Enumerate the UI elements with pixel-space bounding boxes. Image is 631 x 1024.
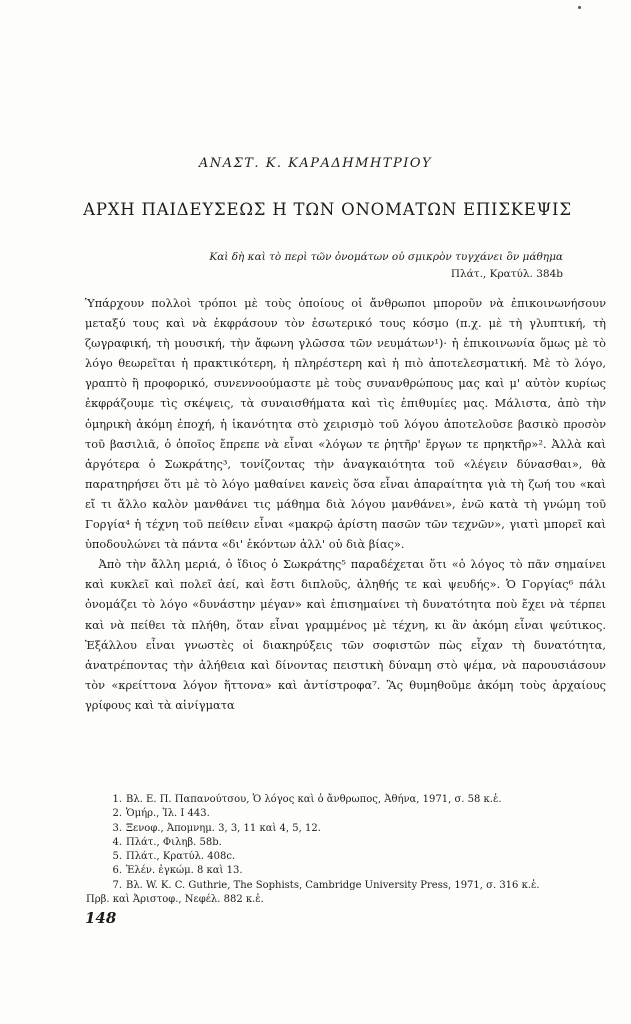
epigraph — [209, 249, 563, 283]
footnote — [108, 807, 608, 821]
footnote-continuation — [86, 893, 608, 907]
footnote-text: Ὁμήρ., Ἰλ. Ι 443. — [126, 808, 210, 820]
footnote — [108, 793, 608, 807]
article-body — [85, 293, 606, 715]
footnote-number: 7. — [112, 879, 122, 891]
footnote — [108, 864, 608, 878]
footnote-text: Ξενοφ., Ἀπομνημ. 3, 3, 11 καὶ 4, 5, 12. — [126, 822, 321, 834]
footnote-text: Πλάτ., Κρατύλ. 408c. — [126, 851, 236, 863]
footnote-number: 4. — [112, 836, 122, 848]
footnote — [108, 836, 608, 850]
article-title: ΑΡΧΗ ΠΑΙΔΕΥΣΕΩΣ Η ΤΩΝ ΟΝΟΜΑΤΩΝ ΕΠΙΣΚΕΨΙΣ — [83, 200, 572, 219]
footnote-text: Βλ. Ε. Π. Παπανούτσου, Ὁ λόγος καὶ ὁ ἄνθρωπος, Ἀθήνα, 1971, σ. 58 κ.ἑ. — [126, 794, 502, 805]
body-paragraph: Ἀπὸ τὴν ἄλλη μεριά, ὁ ἴδιος ὁ Σωκράτης⁵ παραδέχεται ὅτι «ὁ λόγος τὸ πᾶν σημαίνει καὶ κυκλεῖ καὶ πολεῖ ἀεί, καὶ ἔστι διπλοῦς, ἀληθής τε καὶ ψευδής». Ὁ Γοργίας⁶ πάλι ὀνομάζει τὸ λόγο «δυνάστην μέγαν» καὶ ἐπισημαίνει τὴ δυνατότητα ποὺ ἔχει νὰ τέρπει καὶ νὰ πείθει τὰ πλήθη, ὅταν εἶναι γραμμένος μὲ τέχνη, κι ἂν ἀκόμη εἶναι ψεύτικος. Ἐξάλλου εἶναι γνωστὲς οἱ διακηρύξεις τῶν σοφιστῶν πὼς εἶχαν τὴ δυνατότητα, ἀνατρέποντας τὴν ἀλήθεια καὶ δίνοντας πειστικὴ δύναμη στὸ ψέμα, νὰ παρουσιάσουν τὸν «κρείττονα λόγον ἥττονα» καὶ ἀντίστροφα⁷. Ἂς θυμηθοῦμε ἀκόμη τοὺς ἀρχαίους γρίφους καὶ τὰ αἰνίγματα — [85, 557, 606, 712]
footnote-number: 1. — [112, 794, 122, 805]
footnote — [108, 879, 608, 893]
footnote — [108, 850, 608, 864]
footnote-text: Βλ. W. K. C. Guthrie, The Sophists, Cambridge University Press, 1971, σ. 316 κ.ἑ. — [126, 879, 540, 891]
epigraph-source: Πλάτ., Κρατύλ. 384b — [450, 268, 563, 280]
body-paragraph: Ὑπάρχουν πολλοὶ τρόποι μὲ τοὺς ὁποίους οἱ ἄνθρωποι μποροῦν νὰ ἐπικοινωνήσουν μεταξύ τους καὶ νὰ ἐκφράσουν τὸν ἐσωτερικό τους κόσμο (π.χ. μὲ τὴ γλυπτική, τὴ ζωγραφική, τὴ μουσική, τὴν ἄφωνη γλῶσσα τῶν νευμάτων¹)· ἡ ἐπικοινωνία ὅμως μὲ τὸ λόγο θεωρεῖται ἡ πρακτικότερη, ἡ πληρέστερη καὶ ἡ πιὸ ἀποτελεσματική. Μὲ τὸ λόγο, γραπτὸ ἢ προφορικό, συνεννοούμαστε μὲ τοὺς συνανθρώπους μας καὶ μ' αὐτὸν κυρίως ἐκφράζουμε τὶς σκέψεις, τὰ συναισθήματα καὶ τὶς ἐπιθυμίες μας. Μάλιστα, ἀπὸ τὴν ὁμηρικὴ ἀκόμη ἐποχή, ἡ ἱκανότητα στὸ χειρισμὸ τοῦ λόγου ἀποτελοῦσε βασικὸ προσὸν τοῦ βασιλιᾶ, ὁ ὁποῖος ἔπρεπε νὰ εἶναι «λόγων τε ῥητῆρ' ἔργων τε πρηκτῆρ»². Ἀλλὰ καὶ ἀργότερα ὁ Σωκράτης³, τονίζοντας τὴν ἀναγκαιότητα τοῦ «λέγειν δύνασθαι», θὰ παρατηρήσει ὅτι μὲ τὸ λόγο μαθαίνει κανεὶς ὅσα εἶναι ἀπαραίτητα γιὰ τὴ ζωή του «καὶ εἴ τι ἄλλο καλὸν μανθάνει τις μάθημα διὰ λόγου μανθάνει», ἐνῶ κατὰ τὴ γνώμη τοῦ Γοργία⁴ ἡ τέχνη τοῦ πείθειν εἶναι «μακρῷ ἀρίστη πασῶν τῶν τεχνῶν», γιατὶ μπορεῖ καὶ ὑποδουλώνει τὰ πάντα «δι' ἑκόντων ἀλλ' οὐ διὰ βίας». — [85, 296, 606, 552]
footnote-text: Ἑλέν. ἐγκώμ. 8 καὶ 13. — [126, 865, 243, 877]
footnote-text: Πρβ. καὶ Ἀριστοφ., Νεφέλ. 882 κ.ἑ. — [86, 894, 264, 906]
epigraph-quote: Καὶ δὴ καὶ τὸ περὶ τῶν ὀνομάτων οὐ σμικρὸν τυγχάνει ὂν μάθημα — [209, 251, 563, 263]
footnote-number: 6. — [112, 865, 122, 877]
dust-speck — [578, 6, 581, 9]
footnote-number: 5. — [112, 851, 122, 863]
page-number: 148 — [85, 909, 117, 927]
footnote — [108, 822, 608, 836]
article-author: ΑΝΑΣΤ. Κ. ΚΑΡΑΔΗΜΗΤΡΙΟΥ — [198, 156, 433, 171]
footnote-number: 3. — [112, 822, 122, 834]
footnote-text: Πλάτ., Φιληβ. 58b. — [126, 836, 222, 848]
footnote-number: 2. — [112, 808, 122, 820]
footnotes — [86, 793, 608, 907]
